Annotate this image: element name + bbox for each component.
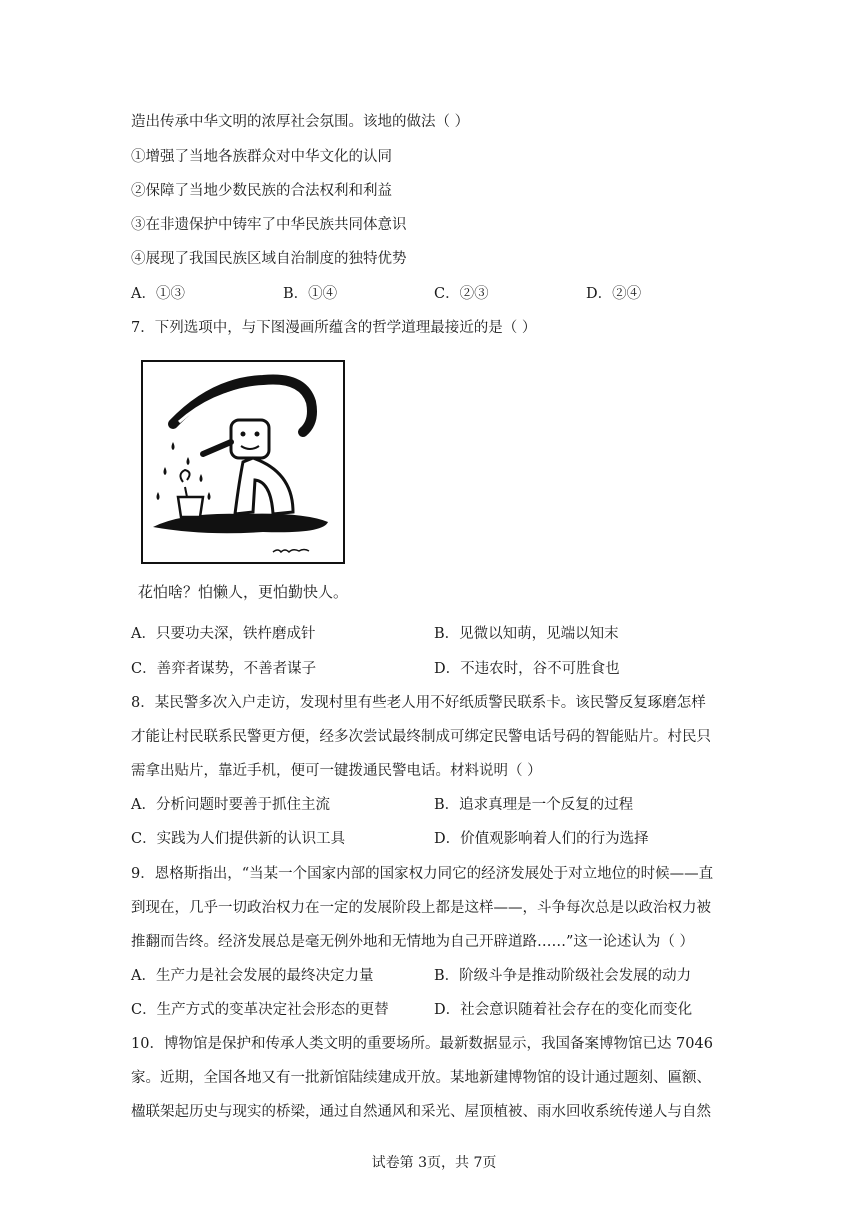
q7-option-b: B．见微以知萌，见端以知末 [434,626,619,642]
q9-line-1: 9．恩格斯指出，“当某一个国家内部的国家权力同它的经济发展处于对立地位的时候——直 [131,866,714,882]
q6-stem: 造出传承中华文明的浓厚社会氛围。该地的做法（ ） [131,114,470,130]
q8-option-c: C．实践为人们提供新的认识工具 [131,831,346,847]
q9-option-b: B．阶级斗争是推动阶级社会发展的动力 [434,968,692,984]
q7-option-a: A．只要功夫深，铁杵磨成针 [131,626,316,642]
q8-line-1: 8．某民警多次入户走访，发现村里有些老人用不好纸质警民联系卡。该民警反复琢磨怎样 [131,695,706,711]
q7-option-d: D．不违农时，谷不可胜食也 [434,661,620,677]
q9-option-a: A．生产力是社会发展的最终决定力量 [131,968,374,984]
cartoon-caption: 花怕啥？怕懒人，更怕勤快人。 [138,583,349,601]
q10-line-3: 楹联架起历史与现实的桥梁，通过自然通风和采光、屋顶植被、雨水回收系统传递人与自然 [131,1104,711,1120]
q9-option-d: D．社会意识随着社会存在的变化而变化 [434,1002,693,1018]
q10-line-2: 家。近期，全国各地又有一批新馆陆续建成开放。某地新建博物馆的设计通过题刻、匾额、 [131,1070,711,1086]
q8-line-3: 需拿出贴片，靠近手机，便可一键拨通民警电话。材料说明（ ） [131,763,542,779]
q7-option-c: C．善弈者谋势，不善者谋子 [131,661,317,677]
q6-option-d: D．②④ [586,286,642,302]
cartoon-drawing [143,362,343,562]
q6-item-4: ④展现了我国民族区域自治制度的独特优势 [131,251,407,267]
q7-stem: 7．下列选项中，与下图漫画所蕴含的哲学道理最接近的是（ ） [131,320,537,336]
q9-option-c: C．生产方式的变革决定社会形态的更替 [131,1002,389,1018]
q8-option-d: D．价值观影响着人们的行为选择 [434,831,649,847]
q8-option-a: A．分析问题时要善于抓住主流 [131,797,330,813]
q9-line-2: 到现在，几乎一切政治权力在一定的发展阶段上都是这样——，斗争每次总是以政治权力被 [131,900,711,916]
q6-option-a: A．①③ [131,286,185,302]
q8-option-b: B．追求真理是一个反复的过程 [434,797,634,813]
q6-item-1: ①增强了当地各族群众对中华文化的认同 [131,149,392,165]
cartoon-image [141,360,345,564]
page-footer: 试卷第 3页，共 7页 [371,1155,497,1171]
q10-line-1: 10．博物馆是保护和传承人类文明的重要场所。最新数据显示，我国备案博物馆已达 7046 [131,1036,713,1052]
q6-option-b: B．①④ [283,286,338,302]
q8-line-2: 才能让村民联系民警更方便，经多次尝试最终制成可绑定民警电话号码的智能贴片。村民只 [131,729,711,745]
q6-option-c: C．②③ [434,286,489,302]
q6-item-3: ③在非遗保护中铸牢了中华民族共同体意识 [131,217,407,233]
q6-item-2: ②保障了当地少数民族的合法权利和利益 [131,183,392,199]
q9-line-3: 推翻而告终。经济发展总是毫无例外地和无情地为自己开辟道路……”这一论述认为（ ） [131,934,695,950]
